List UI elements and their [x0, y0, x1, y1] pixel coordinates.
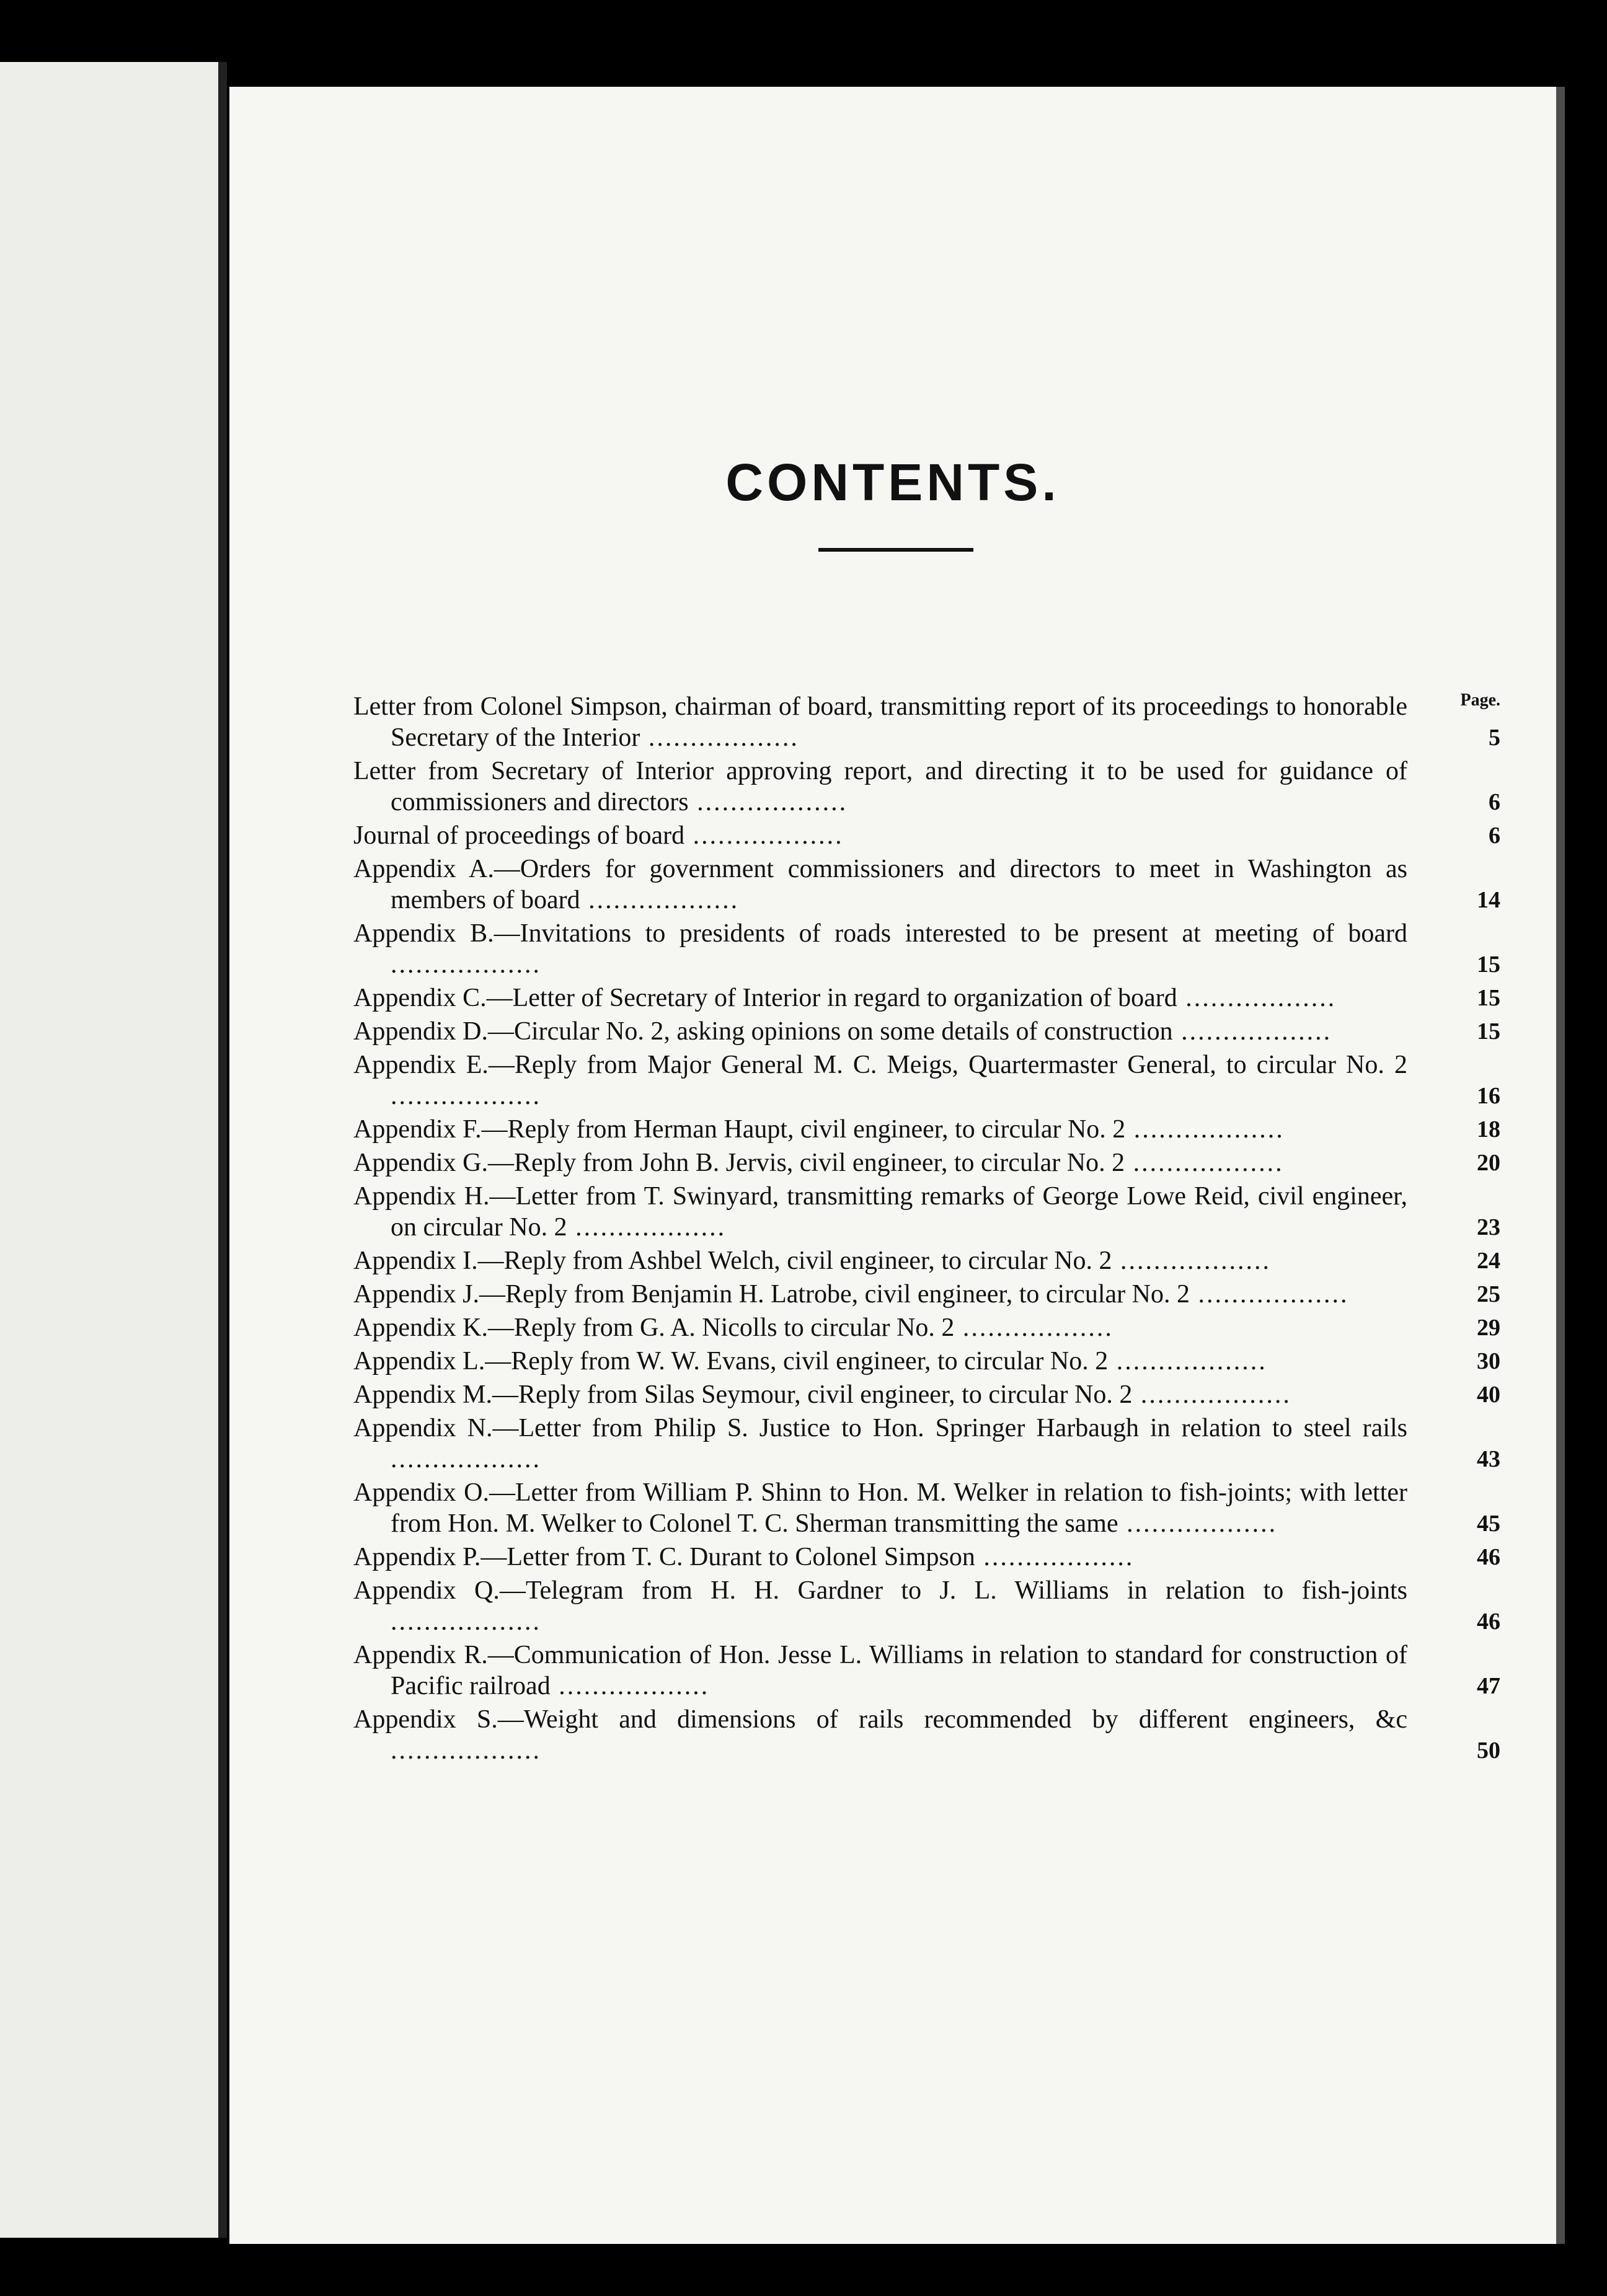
dot-leader: ..................	[567, 1213, 727, 1242]
toc-entry-title: Appendix B.—Invitations to presidents of roads interested to be present at meeting of board	[353, 919, 1407, 948]
dot-leader: ..................	[1172, 1017, 1332, 1046]
toc-entry	[353, 1016, 1500, 1047]
toc-entry-text	[353, 1279, 1500, 1310]
toc-entry	[353, 1279, 1500, 1310]
toc-entry-title: Appendix N.—Letter from Philip S. Justice to Hon. Springer Harbaugh in relation to steel rails	[353, 1414, 1407, 1442]
toc-entry-title: Appendix I.—Reply from Ashbel Welch, civil engineer, to circular No. 2	[353, 1247, 1112, 1275]
toc-entry-title: Appendix J.—Reply from Benjamin H. Latrobe, civil engineer, to circular No. 2	[353, 1280, 1190, 1309]
toc-entry-text	[353, 1413, 1500, 1475]
toc-entry-text	[353, 1379, 1500, 1410]
toc-entry-title: Letter from Secretary of Interior approving report, and directing it to be used for guidance of commissioners and directors	[353, 757, 1407, 816]
page-column-header: Page.	[1460, 691, 1500, 710]
toc-entry-page: 15	[1477, 1018, 1500, 1044]
dot-leader: ..................	[975, 1543, 1135, 1571]
toc-entry-title: Appendix K.—Reply from G. A. Nicolls to circular No. 2	[353, 1314, 955, 1342]
toc-entry-title: Appendix P.—Letter from T. C. Durant to Colonel Simpson	[353, 1543, 975, 1571]
dot-leader: ..................	[1132, 1380, 1291, 1409]
toc-entry-title: Appendix A.—Orders for government commissioners and directors to meet in Washington as members of board	[353, 855, 1407, 914]
toc-entry-title: Appendix L.—Reply from W. W. Evans, civil engineer, to circular No. 2	[353, 1347, 1109, 1375]
toc-entry-text	[353, 1049, 1500, 1111]
dot-leader: ..................	[550, 1672, 710, 1700]
book-gutter	[218, 62, 227, 2238]
toc-entry-page: 43	[1477, 1446, 1500, 1472]
toc-entry	[353, 1346, 1500, 1377]
toc-entry	[353, 1477, 1500, 1539]
toc-entry-page: 18	[1477, 1116, 1500, 1142]
toc-entry-title: Appendix D.—Circular No. 2, asking opinions on some details of construction	[353, 1017, 1173, 1046]
toc-entry-page: 15	[1477, 985, 1500, 1011]
toc-entry	[353, 982, 1500, 1013]
toc-entry-text	[353, 854, 1500, 916]
table-of-contents	[353, 691, 1500, 1768]
toc-entry-title: Journal of proceedings of board	[353, 821, 685, 850]
toc-entry-page: 23	[1477, 1214, 1500, 1240]
toc-entry-page: 15	[1477, 952, 1500, 978]
toc-entries	[353, 691, 1500, 1766]
dot-leader: ..................	[1118, 1509, 1278, 1538]
toc-entry	[353, 1049, 1500, 1111]
toc-entry-title: Appendix H.—Letter from T. Swinyard, transmitting remarks of George Lowe Reid, civil engineer, on circular No. 2	[353, 1182, 1407, 1242]
dot-leader: ..................	[684, 821, 844, 850]
toc-entry-page: 6	[1489, 789, 1500, 815]
toc-entry	[353, 1379, 1500, 1410]
dot-leader: ..................	[1112, 1247, 1272, 1275]
toc-entry-page: 45	[1477, 1511, 1500, 1537]
toc-entry-title: Appendix M.—Reply from Silas Seymour, civil engineer, to circular No. 2	[353, 1380, 1133, 1409]
toc-entry-title: Appendix C.—Letter of Secretary of Interior in regard to organization of board	[353, 984, 1177, 1012]
toc-entry-text	[353, 918, 1500, 980]
title-rule	[818, 548, 973, 552]
toc-entry-text	[353, 820, 1500, 851]
toc-entry-text	[353, 1016, 1500, 1047]
toc-entry	[353, 1312, 1500, 1343]
facing-page	[0, 62, 220, 2238]
toc-entry	[353, 1542, 1500, 1573]
toc-entry-page: 20	[1477, 1150, 1500, 1176]
toc-entry	[353, 1704, 1500, 1766]
dot-leader: ..................	[391, 1445, 541, 1473]
toc-entry-text	[353, 691, 1500, 753]
dot-leader: ..................	[688, 788, 848, 816]
toc-entry-text	[353, 1312, 1500, 1343]
toc-entry-title: Appendix E.—Reply from Major General M. C. Meigs, Quartermaster General, to circular No. 2	[353, 1051, 1407, 1079]
toc-entry-text	[353, 1575, 1500, 1637]
toc-entry-page: 47	[1477, 1673, 1500, 1699]
toc-entry-title: Appendix O.—Letter from William P. Shinn to Hon. M. Welker in relation to fish-joints; with letter from Hon. M. Welker to Colonel T. C. Sherman transmitting the same	[353, 1478, 1407, 1538]
page-title: CONTENTS.	[725, 453, 1060, 511]
toc-entry-text	[353, 1181, 1500, 1243]
dot-leader: ..................	[1189, 1280, 1349, 1309]
contents-page	[229, 87, 1565, 2244]
toc-entry-page: 46	[1477, 1609, 1500, 1635]
toc-entry-page: 14	[1477, 887, 1500, 913]
toc-entry-page: 24	[1477, 1248, 1500, 1274]
toc-entry-page: 29	[1477, 1315, 1500, 1341]
toc-entry-text	[353, 1147, 1500, 1178]
dot-leader: ..................	[1177, 984, 1337, 1012]
toc-entry	[353, 1640, 1500, 1702]
toc-entry	[353, 1575, 1500, 1637]
toc-entry-text	[353, 1542, 1500, 1573]
toc-entry	[353, 1147, 1500, 1178]
toc-entry	[353, 854, 1500, 916]
toc-entry-page: 25	[1477, 1281, 1500, 1307]
dot-leader: ..................	[1125, 1115, 1285, 1144]
toc-entry-page: 40	[1477, 1382, 1500, 1408]
toc-entry-page: 46	[1477, 1544, 1500, 1570]
toc-entry-text	[353, 1346, 1500, 1377]
toc-entry	[353, 1245, 1500, 1276]
toc-entry-title: Appendix R.—Communication of Hon. Jesse L. Williams in relation to standard for construction of Pacific railroad	[353, 1641, 1407, 1700]
toc-entry-title: Appendix F.—Reply from Herman Haupt, civil engineer, to circular No. 2	[353, 1115, 1126, 1144]
dot-leader: ..................	[640, 723, 799, 752]
toc-entry	[353, 756, 1500, 818]
toc-entry-page: 16	[1477, 1083, 1500, 1109]
toc-entry-page: 5	[1489, 725, 1500, 751]
dot-leader: ..................	[580, 886, 740, 914]
toc-entry-page: 30	[1477, 1348, 1500, 1374]
toc-entry-title: Appendix S.—Weight and dimensions of rails recommended by different engineers, &c	[353, 1705, 1407, 1734]
dot-leader: ..................	[1108, 1347, 1267, 1375]
toc-entry	[353, 691, 1500, 753]
toc-entry-page: 6	[1489, 823, 1500, 849]
toc-entry	[353, 918, 1500, 980]
toc-entry-text	[353, 1245, 1500, 1276]
toc-entry	[353, 820, 1500, 851]
toc-entry-title: Appendix G.—Reply from John B. Jervis, civil engineer, to circular No. 2	[353, 1149, 1125, 1177]
dot-leader: ..................	[391, 1736, 541, 1765]
toc-entry	[353, 1114, 1500, 1145]
toc-entry-text	[353, 1477, 1500, 1539]
toc-entry-page: 50	[1477, 1737, 1500, 1764]
toc-entry-title: Letter from Colonel Simpson, chairman of board, transmitting report of its proceedings to honorable Secretary of the Interior	[353, 692, 1407, 752]
toc-entry-text	[353, 1114, 1500, 1145]
dot-leader: ..................	[1125, 1149, 1284, 1177]
toc-entry	[353, 1413, 1500, 1475]
dot-leader: ..................	[391, 950, 541, 979]
dot-leader: ..................	[954, 1314, 1113, 1342]
toc-entry-text	[353, 756, 1500, 818]
dot-leader: ..................	[391, 1607, 541, 1636]
toc-entry-text	[353, 982, 1500, 1013]
toc-entry-text	[353, 1640, 1500, 1702]
toc-entry-title: Appendix Q.—Telegram from H. H. Gardner to J. L. Williams in relation to fish-joints	[353, 1576, 1407, 1605]
toc-entry-text	[353, 1704, 1500, 1766]
toc-entry	[353, 1181, 1500, 1243]
dot-leader: ..................	[391, 1082, 541, 1110]
